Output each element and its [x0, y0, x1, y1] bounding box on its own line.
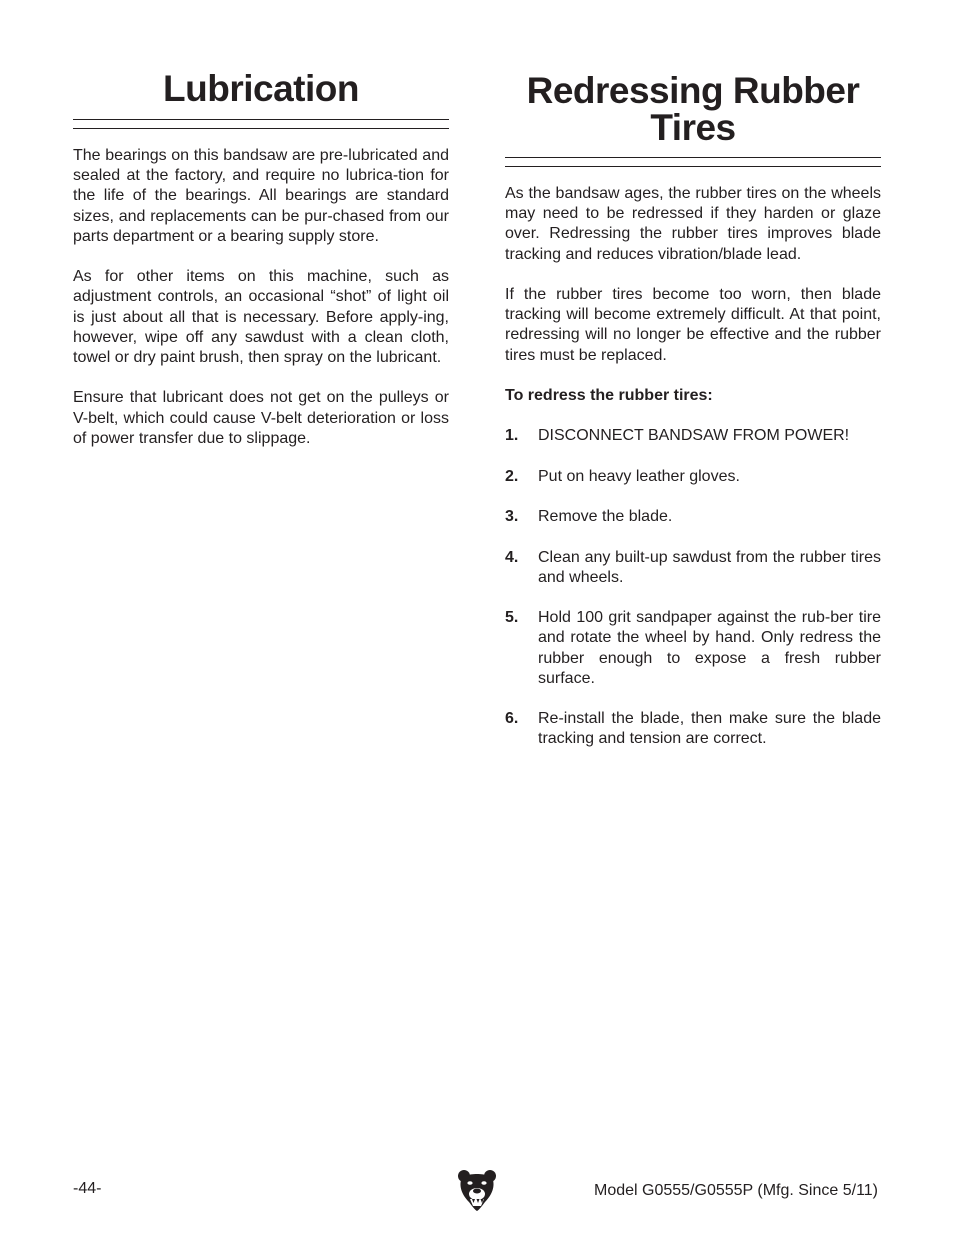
- step-number: 5.: [505, 609, 519, 627]
- step-text: Clean any built-up sawdust from the rubber tires and wheels.: [538, 548, 881, 586]
- step-text: Re-install the blade, then make sure the blade tracking and tension are correct.: [538, 710, 881, 748]
- step-number: 3.: [505, 508, 519, 526]
- step-item: [505, 467, 881, 487]
- step-text: Hold 100 grit sandpaper against the rub-ber tire and rotate the wheel by hand. Only redress the rubber enough to expose a fresh rubber surface.: [538, 609, 881, 687]
- redressing-title-line1: Redressing Rubber: [526, 70, 860, 111]
- redressing-body: [505, 184, 881, 770]
- lubrication-title: Lubrication: [163, 68, 359, 109]
- title-rule: [505, 157, 881, 167]
- step-item: [505, 426, 881, 446]
- paragraph: As the bandsaw ages, the rubber tires on the wheels may need to be redressed if they harden or glaze over. Redressing the rubber tires improves blade tracking and reduces vibration/blade lead.: [505, 185, 881, 263]
- step-text: DISCONNECT BANDSAW FROM POWER!: [538, 427, 850, 445]
- paragraph: The bearings on this bandsaw are pre-lubricated and sealed at the factory, and require no lubrica-tion for the life of the bearings. All bearings are standard sizes, and replacements can be pur-chased from our parts department or a bearing supply store.: [73, 147, 449, 245]
- step-text: Put on heavy leather gloves.: [538, 467, 740, 485]
- redressing-title: [505, 72, 881, 146]
- page-number: -44-: [73, 1180, 102, 1197]
- paragraph: Ensure that lubricant does not get on the pulleys or V-belt, which could cause V-belt deterioration or loss of power transfer due to slippage.: [73, 389, 449, 447]
- model-info: Model G0555/G0555P (Mfg. Since 5/11): [593, 1182, 878, 1199]
- step-item: [505, 548, 881, 588]
- paragraph: If the rubber tires become too worn, then blade tracking will become extremely difficult. At that point, redressing will no longer be effective and the rubber tires must be replaced.: [505, 286, 881, 364]
- procedure-title: To redress the rubber tires:: [505, 387, 713, 404]
- step-item: [505, 608, 881, 689]
- paragraph: As for other items on this machine, such as adjustment controls, an occasional “shot” of light oil is just about all that is necessary. Before apply-ing, however, wipe off any sawdust with a clean cloth, towel or dry paint brush, then spray on the lubricant.: [73, 268, 449, 367]
- procedure-steps: [505, 426, 881, 749]
- redressing-title-line2: Tires: [650, 107, 736, 148]
- bear-head-icon: [457, 1168, 497, 1212]
- step-number: 1.: [505, 427, 519, 445]
- step-number: 6.: [505, 710, 519, 728]
- step-text: Remove the blade.: [538, 508, 673, 526]
- lubrication-body: [73, 146, 449, 469]
- step-item: [505, 709, 881, 749]
- title-rule: [73, 119, 449, 129]
- step-item: [505, 507, 881, 527]
- step-number: 4.: [505, 548, 519, 566]
- step-number: 2.: [505, 467, 519, 485]
